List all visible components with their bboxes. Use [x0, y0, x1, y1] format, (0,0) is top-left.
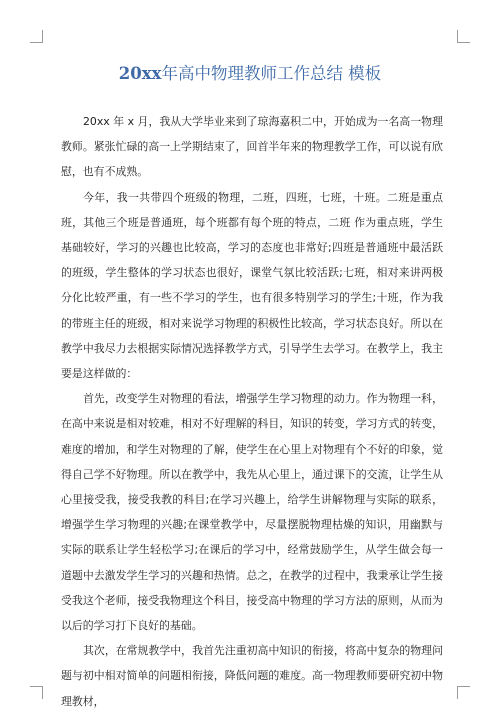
page-corner-mark-bottom-left [30, 686, 43, 699]
document-title [0, 63, 500, 85]
document-title-year: 20xx [118, 64, 162, 83]
document-title-text: 年高中物理教师工作总结 模板 [161, 64, 382, 83]
page-corner-mark-top-left [30, 30, 43, 43]
page-corner-mark-top-right [457, 30, 470, 43]
paragraph-3: 首先，改变学生对物理的看法，增强学生学习物理的动力。作为物理一科，在高中来说是相对较难，相对不好理解的科目，知识的转变，学习方式的转变，难度的增加，和学生对物理的了解，使学生在心里上对物理有个不好的印象，觉得自己学不好物理。所以在教学中，我先从心里上，通过课下的交流，让学生从心里接受我，接受我教的科目;在学习兴趣上，给学生讲解物理与实际的联系，增强学生学习物理的兴趣;在课堂教学中，尽量摆脱物理枯燥的知识，用幽默与实际的联系让学生轻松学习;在课后的学习中，经常鼓励学生，从学生做会每一道题中去激发学生学习的兴趣和热情。总之，在教学的过程中，我秉承让学生接受我这个老师，接受我物理这个科目，接受高中物理的学习方法的原则，从而为以后的学习打下良好的基础。 [61, 392, 443, 633]
paragraph-2: 今年，我一共带四个班级的物理，二班，四班，七班，十班。二班是重点班，其他三个班是普通班，每个班都有每个班的特点，二班 作为重点班，学生基础较好，学习的兴趣也比较高，学习的态度也非常好;四班是普通班中最活跃的班级，学生整体的学习状态也很好，课堂气氛比较活跃;七班，相对来讲两极分化比较严重，有一些不学习的学生，也有很多特别学习的学生;十班，作为我的带班主任的班级，相对来说学习物理的积极性比较高，学习状态良好。所以在教学中我尽力去根据实际情况选择教学方式，引导学生去学习。在教学上，我主要是这样做的： [61, 190, 443, 381]
paragraph-1: 20xx 年 x 月，我从大学毕业来到了琼海嘉积二中，开始成为一名高一物理教师。紧张忙碌的高一上学期结束了，回首半年来的物理教学工作，可以说有欣慰，也有不成熟。 [61, 115, 443, 179]
document-body [61, 109, 443, 714]
page-corner-mark-bottom-right [457, 686, 470, 699]
paragraph-4: 其次，在常规教学中，我首先注重初高中知识的衔接，将高中复杂的物理问题与初中相对简单的问题相衔接，降低问题的难度。高一物理教师要研究初中物理教材， [61, 644, 443, 708]
